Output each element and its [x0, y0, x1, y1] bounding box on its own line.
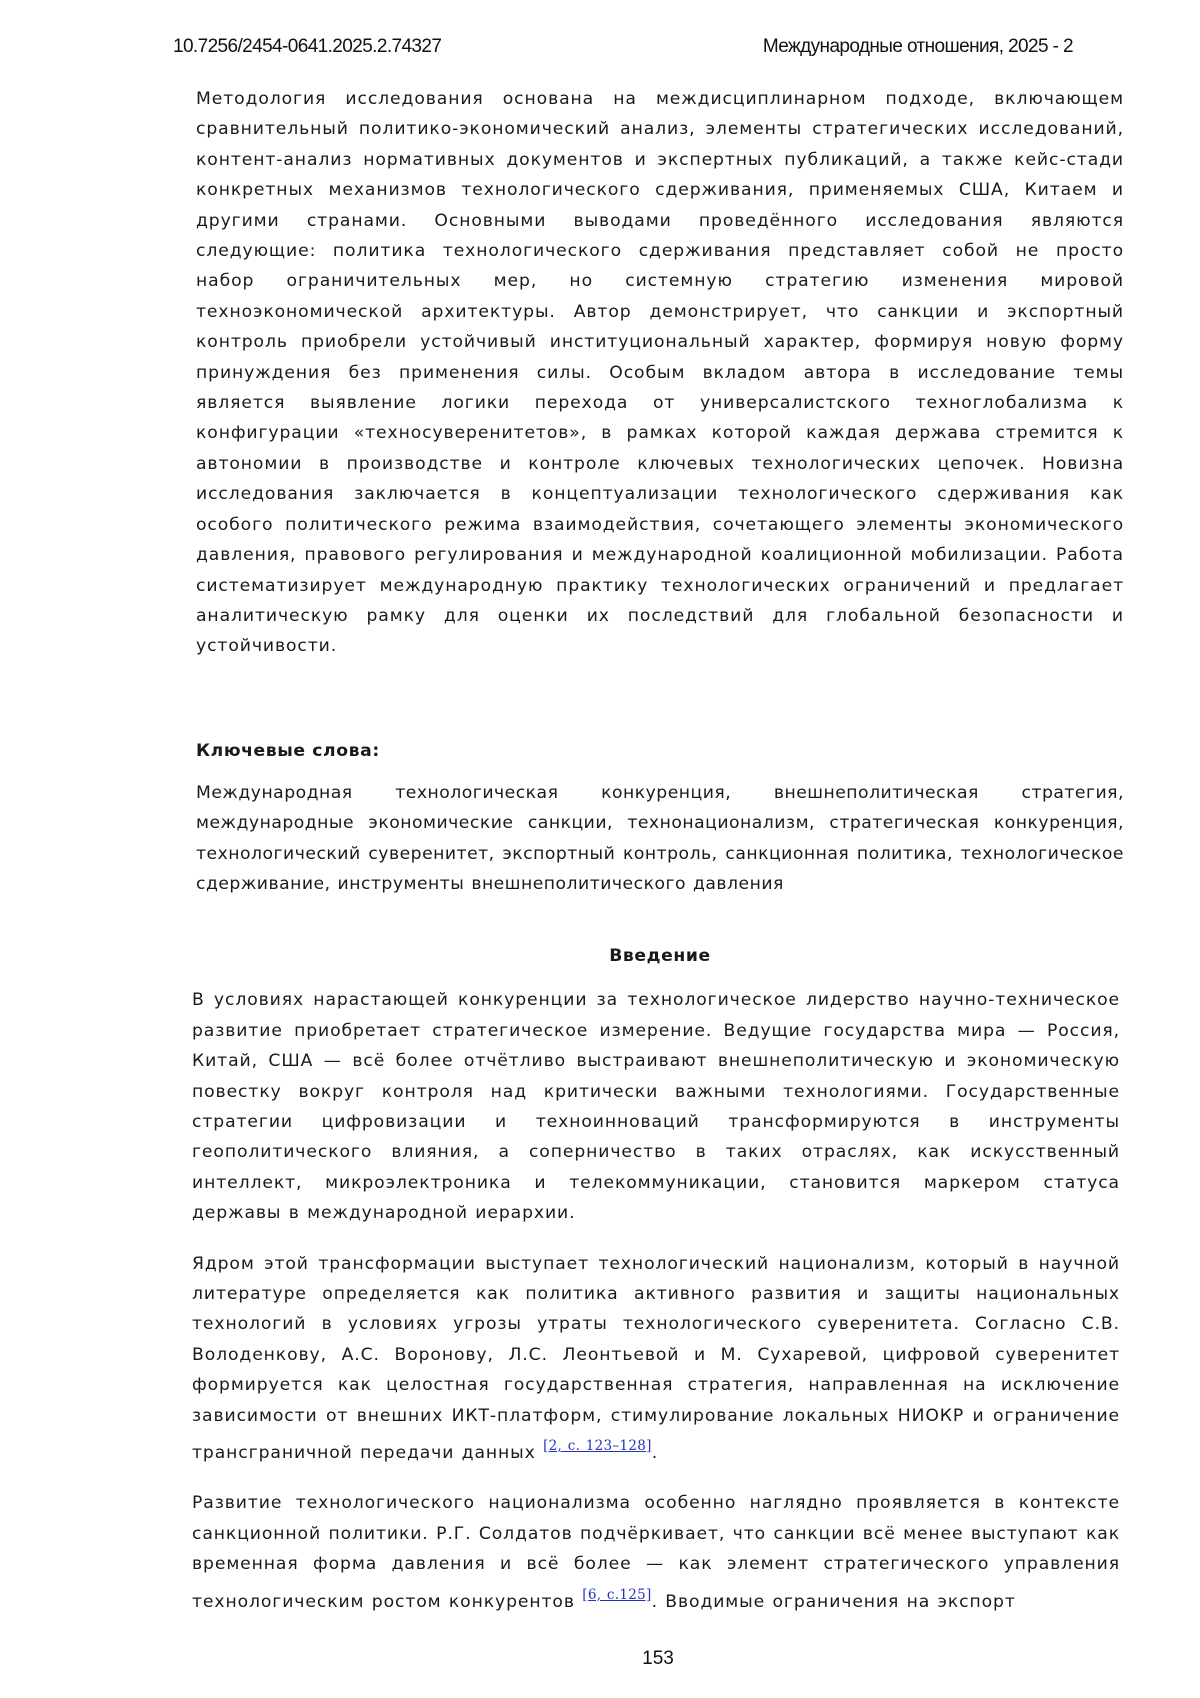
intro-paragraph-2-end: . [652, 1443, 658, 1463]
article-body [196, 84, 1124, 1637]
intro-paragraph-3-text: Развитие технологического национализма особенно наглядно проявляется в контексте санкционной политики. Р.Г. Солдатов подчёркивает, что санкции всё менее выступают как временная форма давления и всё более — как элемент стратегического управления технологическим ростом конкурентов [192, 1493, 1120, 1611]
intro-paragraph-3 [192, 1488, 1120, 1617]
keywords-heading: Ключевые слова: [196, 736, 1124, 766]
abstract-paragraph: Методология исследования основана на междисциплинарном подходе, включающем сравнительный политико-экономический анализ, элементы стратегических исследований, контент-анализ нормативных документов и экспертных публикаций, а также кейс-стади конкретных механизмов технологического сдерживания, применяемых США, Китаем и другими странами. Основными выводами проведённого исследования являются следующие: политика технологического сдерживания представляет собой не просто набор ограничительных мер, но системную стратегию изменения мировой техноэкономической архитектуры. Автор демонстрирует, что санкции и экспортный контроль приобрели устойчивый институциональный характер, формируя новую форму принуждения без применения силы. Особым вкладом автора в исследование темы является выявление логики перехода от универсалистского техноглобализма к конфигурации «техносуверенитетов», в рамках которой каждая держава стремится к автономии в производстве и контроле ключевых технологических цепочек. Новизна исследования заключается в концептуализации технологического сдерживания как особого политического режима взаимодействия, сочетающего элементы экономического давления, правового регулирования и международной коалиционной мобилизации. Работа систематизирует международную практику технологических ограничений и предлагает аналитическую рамку для оценки их последствий для глобальной безопасности и устойчивости. [196, 84, 1124, 662]
citation-link[interactable]: [6, с.125] [582, 1587, 651, 1603]
intro-paragraph-2-text: Ядром этой трансформации выступает технологический национализм, который в научной литературе определяется как политика активного развития и защиты национальных технологий в условиях угрозы утраты технологического суверенитета. Согласно С.В. Володенкову, А.С. Воронову, Л.С. Леонтьевой и М. Сухаревой, цифровой суверенитет формируется как целостная государственная стратегия, направленная на исключение зависимости от внешних ИКТ-платформ, стимулирование локальных НИОКР и ограничение трансграничной передачи данных [192, 1254, 1120, 1463]
intro-paragraph-2 [192, 1249, 1120, 1469]
introduction-section [192, 985, 1120, 1617]
citation-link[interactable]: [2, с. 123–128] [543, 1438, 652, 1454]
keywords-text: Международная технологическая конкуренция, внешнеполитическая стратегия, международные экономические санкции, технонационализм, стратегическая конкуренция, технологический суверенитет, экспортный контроль, санкционная политика, технологическое сдерживание, инструменты внешнеполитического давления [196, 778, 1124, 900]
running-head [173, 36, 1073, 58]
intro-paragraph-1: В условиях нарастающей конкуренции за технологическое лидерство научно-техническое развитие приобретает стратегическое измерение. Ведущие государства мира — Россия, Китай, США — всё более отчётливо выстраивают внешнеполитическую и экономическую повестку вокруг контроля над критически важными технологиями. Государственные стратегии цифровизации и техноинноваций трансформируются в инструменты геополитического влияния, а соперничество в таких отраслях, как искусственный интеллект, микроэлектроника и телекоммуникации, становится маркером статуса державы в международной иерархии. [192, 985, 1120, 1228]
section-heading-introduction: Введение [196, 941, 1124, 971]
journal-title: Международные отношения, 2025 - 2 [763, 36, 1073, 58]
page-number: 153 [0, 1648, 1200, 1670]
intro-paragraph-3-end: . Вводимые ограничения на экспорт [652, 1592, 1016, 1612]
doi-label: 10.7256/2454-0641.2025.2.74327 [173, 36, 441, 58]
